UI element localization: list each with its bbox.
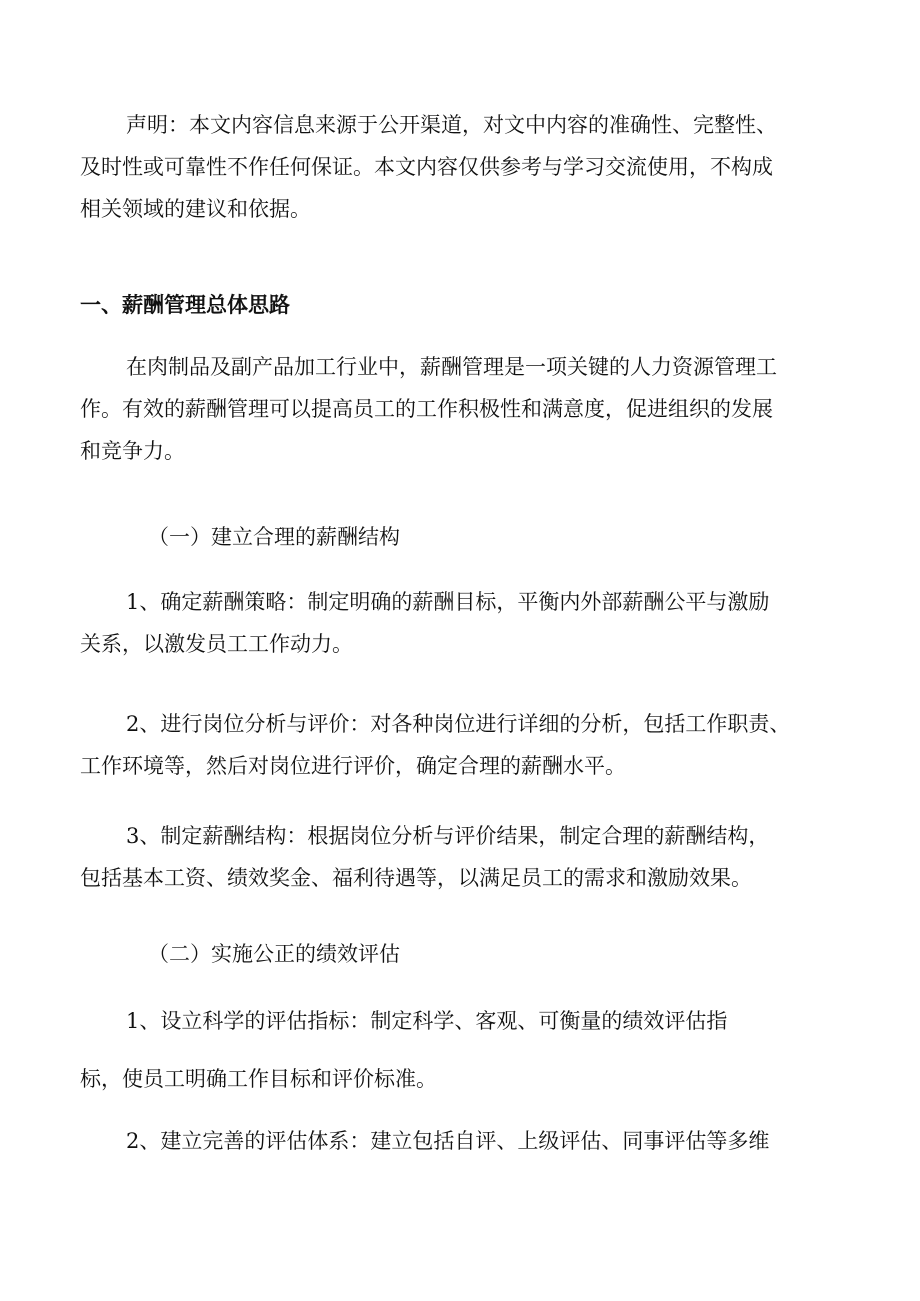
list-item	[80, 1120, 850, 1162]
subsection-title: （二）实施公正的绩效评估	[148, 942, 400, 966]
list-item-line: 1、设立科学的评估指标：制定科学、客观、可衡量的绩效评估指	[126, 1009, 728, 1033]
section-title: 一、薪酬管理总体思路	[80, 292, 290, 317]
intro-line: 作。有效的薪酬管理可以提高员工的工作积极性和满意度，促进组织的发展	[80, 397, 773, 421]
list-item	[80, 703, 850, 787]
list-item-line: 2、建立完善的评估体系：建立包括自评、上级评估、同事评估等多维	[126, 1129, 770, 1153]
list-item-line: 3、制定薪酬结构：根据岗位分析与评价结果，制定合理的薪酬结构，	[126, 824, 770, 848]
list-item	[80, 581, 850, 665]
subsection-title: （一）建立合理的薪酬结构	[148, 525, 400, 549]
disclaimer-line: 相关领域的建议和依据。	[80, 197, 311, 221]
disclaimer-paragraph	[80, 104, 850, 230]
disclaimer-line: 及时性或可靠性不作任何保证。本文内容仅供参考与学习交流使用，不构成	[80, 155, 773, 179]
intro-line: 在肉制品及副产品加工行业中，薪酬管理是一项关键的人力资源管理工	[126, 355, 777, 379]
list-item-line: 标，使员工明确工作目标和评价标准。	[80, 1067, 437, 1091]
list-item	[80, 1000, 850, 1100]
intro-paragraph	[80, 346, 850, 472]
list-item-line: 1、确定薪酬策略：制定明确的薪酬目标，平衡内外部薪酬公平与激励	[126, 590, 770, 614]
disclaimer-line: 声明：本文内容信息来源于公开渠道，对文中内容的准确性、完整性、	[126, 113, 777, 137]
list-item-line: 工作环境等，然后对岗位进行评价，确定合理的薪酬水平。	[80, 754, 626, 778]
list-item-line: 包括基本工资、绩效奖金、福利待遇等，以满足员工的需求和激励效果。	[80, 866, 752, 890]
intro-line: 和竞争力。	[80, 439, 185, 463]
list-item-line: 2、进行岗位分析与评价：对各种岗位进行详细的分析，包括工作职责、	[126, 712, 791, 736]
list-item-line: 关系，以激发员工工作动力。	[80, 632, 353, 656]
list-item	[80, 815, 850, 899]
